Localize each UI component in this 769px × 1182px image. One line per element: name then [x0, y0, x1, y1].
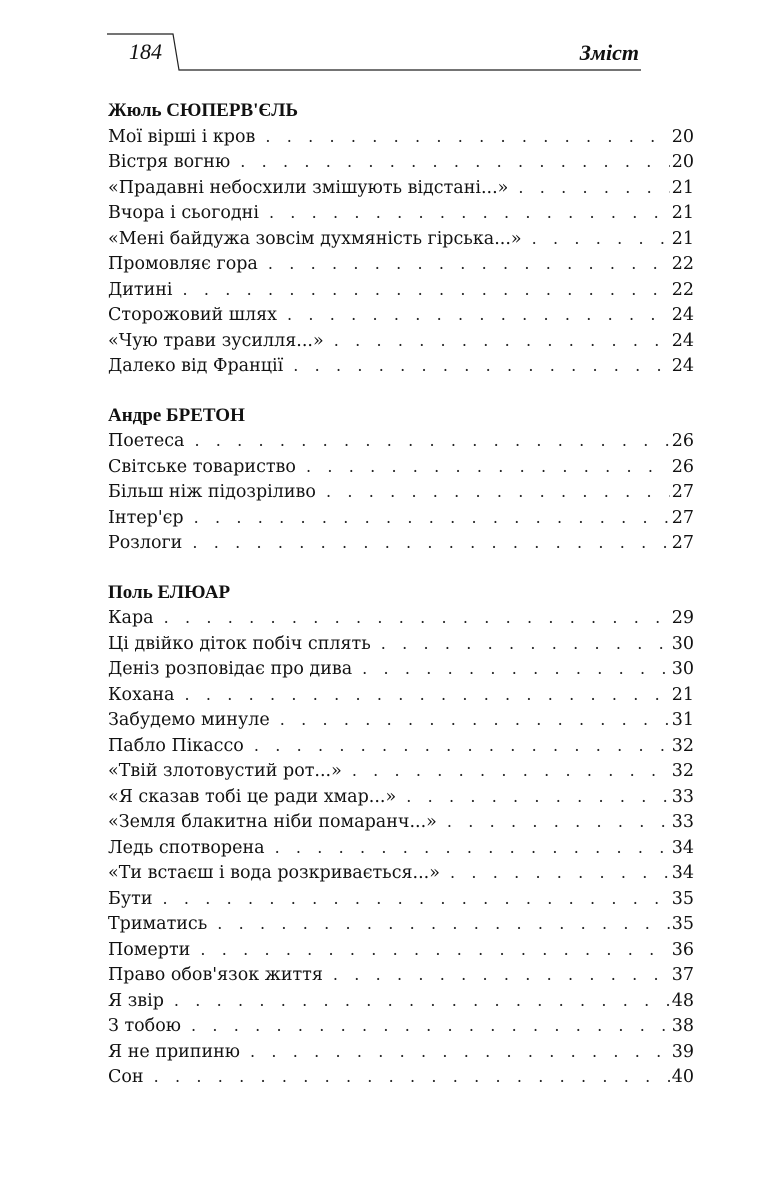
toc-entry [108, 1013, 694, 1039]
toc-entry [108, 277, 694, 303]
entry-title: Вчора і сьогодні [108, 203, 259, 223]
toc-entry [108, 200, 694, 226]
section-author-heading: Поль ЕЛЮАР [108, 581, 231, 603]
entry-title: «Я сказав тобі це ради хмар...» [108, 786, 397, 807]
entry-title: Сторожовий шлях [108, 305, 278, 325]
toc-entry [108, 605, 694, 631]
dot-leader [194, 428, 669, 454]
dot-leader [352, 758, 670, 784]
entry-page-number: 30 [671, 633, 694, 654]
dot-leader [194, 505, 670, 531]
entry-title: З тобою [108, 1016, 181, 1036]
entry-page-number: 31 [671, 710, 694, 730]
toc-entry [108, 149, 694, 175]
entry-title: Інтер'єр [108, 507, 184, 528]
toc-entry [108, 911, 694, 937]
entry-title: Розлоги [108, 533, 183, 553]
toc-entry [108, 251, 694, 277]
dot-leader [326, 479, 670, 505]
toc-entry [108, 353, 694, 379]
toc-entry [108, 175, 694, 201]
entry-title: Світське товариство [108, 456, 296, 477]
entry-page-number: 33 [671, 786, 694, 807]
entry-page-number: 26 [671, 431, 694, 451]
entry-title: Бути [108, 888, 153, 909]
entry-title: Вістря вогню [108, 152, 231, 172]
dot-leader [154, 1064, 670, 1090]
entry-title: Промовляє гора [108, 254, 258, 274]
toc-entry [108, 809, 694, 835]
toc-entry [108, 962, 694, 988]
dot-leader [518, 175, 669, 201]
entry-title: Сон [108, 1067, 144, 1087]
entry-title: «Мені байдужа зовсім духмяність гірська...» [108, 228, 522, 249]
toc-entry [108, 784, 694, 810]
toc-entry [108, 428, 694, 454]
dot-leader [275, 835, 670, 861]
entry-page-number: 37 [671, 965, 694, 985]
toc-entry [108, 328, 694, 354]
toc-entry [108, 733, 694, 759]
toc-entry [108, 226, 694, 252]
toc-entry [108, 530, 694, 556]
dot-leader [254, 733, 670, 759]
entry-page-number: 21 [671, 203, 694, 223]
entry-page-number: 34 [671, 837, 694, 858]
entry-page-number: 20 [671, 126, 694, 147]
dot-leader [164, 605, 670, 631]
entry-title: Пабло Пікассо [108, 735, 244, 756]
dot-leader [265, 124, 669, 150]
dot-leader [200, 937, 669, 963]
toc-entry [108, 656, 694, 682]
dot-leader [174, 988, 670, 1014]
toc-section [108, 98, 694, 379]
dot-leader [447, 809, 670, 835]
entry-title: Ці двійко діток побіч сплять [108, 633, 371, 654]
entry-page-number: 26 [671, 456, 694, 477]
entry-title: Дитині [108, 279, 173, 300]
toc-entry [108, 988, 694, 1014]
dot-leader [333, 962, 670, 988]
toc-entry [108, 505, 694, 531]
entry-page-number: 32 [671, 735, 694, 756]
header-rule [107, 30, 641, 74]
entry-title: Я не припиню [108, 1041, 241, 1062]
toc-entry [108, 937, 694, 963]
dot-leader [183, 277, 670, 303]
entry-page-number: 38 [671, 1016, 694, 1036]
entry-page-number: 24 [671, 330, 694, 351]
entry-page-number: 27 [671, 507, 694, 528]
entry-title: Кара [108, 608, 154, 628]
dot-leader [268, 251, 670, 277]
dot-leader [280, 707, 670, 733]
page-header [107, 30, 641, 74]
toc-entry [108, 707, 694, 733]
entry-title: Забудемо минуле [108, 710, 270, 730]
entry-page-number: 36 [671, 939, 694, 960]
entry-page-number: 35 [671, 888, 694, 909]
toc-entry [108, 1064, 694, 1090]
running-title: Зміст [579, 40, 639, 65]
toc-entry [108, 682, 694, 708]
entry-page-number: 34 [671, 863, 694, 883]
toc-entry [108, 886, 694, 912]
dot-leader [250, 1039, 670, 1065]
entry-page-number: 21 [671, 684, 694, 705]
entry-title: «Чую трави зусилля...» [108, 330, 324, 351]
dot-leader [334, 328, 670, 354]
dot-leader [163, 886, 670, 912]
entry-title: Я звір [108, 990, 164, 1011]
dot-leader [381, 631, 670, 657]
entry-title: Мої вірші і кров [108, 126, 256, 147]
entry-title: «Ти встаєш і вода розкривається...» [108, 863, 440, 883]
entry-title: «Земля блакитна ніби помаранч...» [108, 812, 437, 832]
entry-title: Поетеса [108, 431, 185, 451]
dot-leader [192, 530, 669, 556]
dot-leader [287, 302, 670, 328]
dot-leader [217, 911, 669, 937]
entry-page-number: 27 [671, 533, 694, 553]
entry-title: Кохана [108, 684, 175, 705]
entry-page-number: 32 [671, 761, 694, 781]
dot-leader [269, 200, 670, 226]
entry-page-number: 39 [671, 1041, 694, 1062]
entry-title: Деніз розповідає про дива [108, 659, 353, 679]
entry-title: Право обов'язок життя [108, 965, 323, 985]
toc-entry [108, 631, 694, 657]
entry-page-number: 35 [671, 914, 694, 934]
toc-entry [108, 835, 694, 861]
toc-entry [108, 1039, 694, 1065]
entry-page-number: 29 [671, 608, 694, 628]
dot-leader [306, 454, 670, 480]
page-number: 184 [129, 39, 162, 64]
toc-entry [108, 302, 694, 328]
dot-leader [240, 149, 670, 175]
entry-page-number: 24 [671, 305, 694, 325]
dot-leader [532, 226, 670, 252]
entry-page-number: 22 [671, 279, 694, 300]
toc-entry [108, 479, 694, 505]
entry-page-number: 48 [671, 990, 694, 1011]
section-author-heading: Жюль СЮПЕРВ'ЄЛЬ [108, 100, 299, 121]
entry-title: Ледь спотворена [108, 837, 265, 858]
entry-title: Померти [108, 939, 191, 960]
entry-title: «Твій злотовустий рот...» [108, 761, 342, 781]
entry-page-number: 21 [671, 228, 694, 249]
entry-title: Більш ніж підозріливо [108, 482, 316, 502]
dot-leader [406, 784, 670, 810]
table-of-contents [108, 98, 694, 1114]
section-author-heading: Андре БРЕТОН [108, 404, 245, 426]
dot-leader [362, 656, 670, 682]
entry-page-number: 33 [671, 812, 694, 832]
toc-section [108, 403, 694, 556]
toc-section [108, 580, 694, 1090]
dot-leader [191, 1013, 670, 1039]
dot-leader [450, 860, 670, 886]
toc-entry [108, 124, 694, 150]
toc-entry [108, 758, 694, 784]
entry-page-number: 20 [671, 152, 694, 172]
entry-page-number: 27 [671, 482, 694, 502]
entry-title: Далеко від Франції [108, 356, 284, 376]
entry-title: «Прадавні небосхили змішують відстані...» [108, 177, 509, 198]
entry-page-number: 22 [671, 254, 694, 274]
entry-page-number: 21 [671, 177, 694, 198]
entry-page-number: 30 [671, 659, 694, 679]
toc-entry [108, 860, 694, 886]
toc-entry [108, 454, 694, 480]
entry-page-number: 40 [671, 1067, 694, 1087]
entry-title: Триматись [108, 914, 208, 934]
entry-page-number: 24 [671, 356, 694, 376]
dot-leader [293, 353, 669, 379]
dot-leader [184, 682, 669, 708]
